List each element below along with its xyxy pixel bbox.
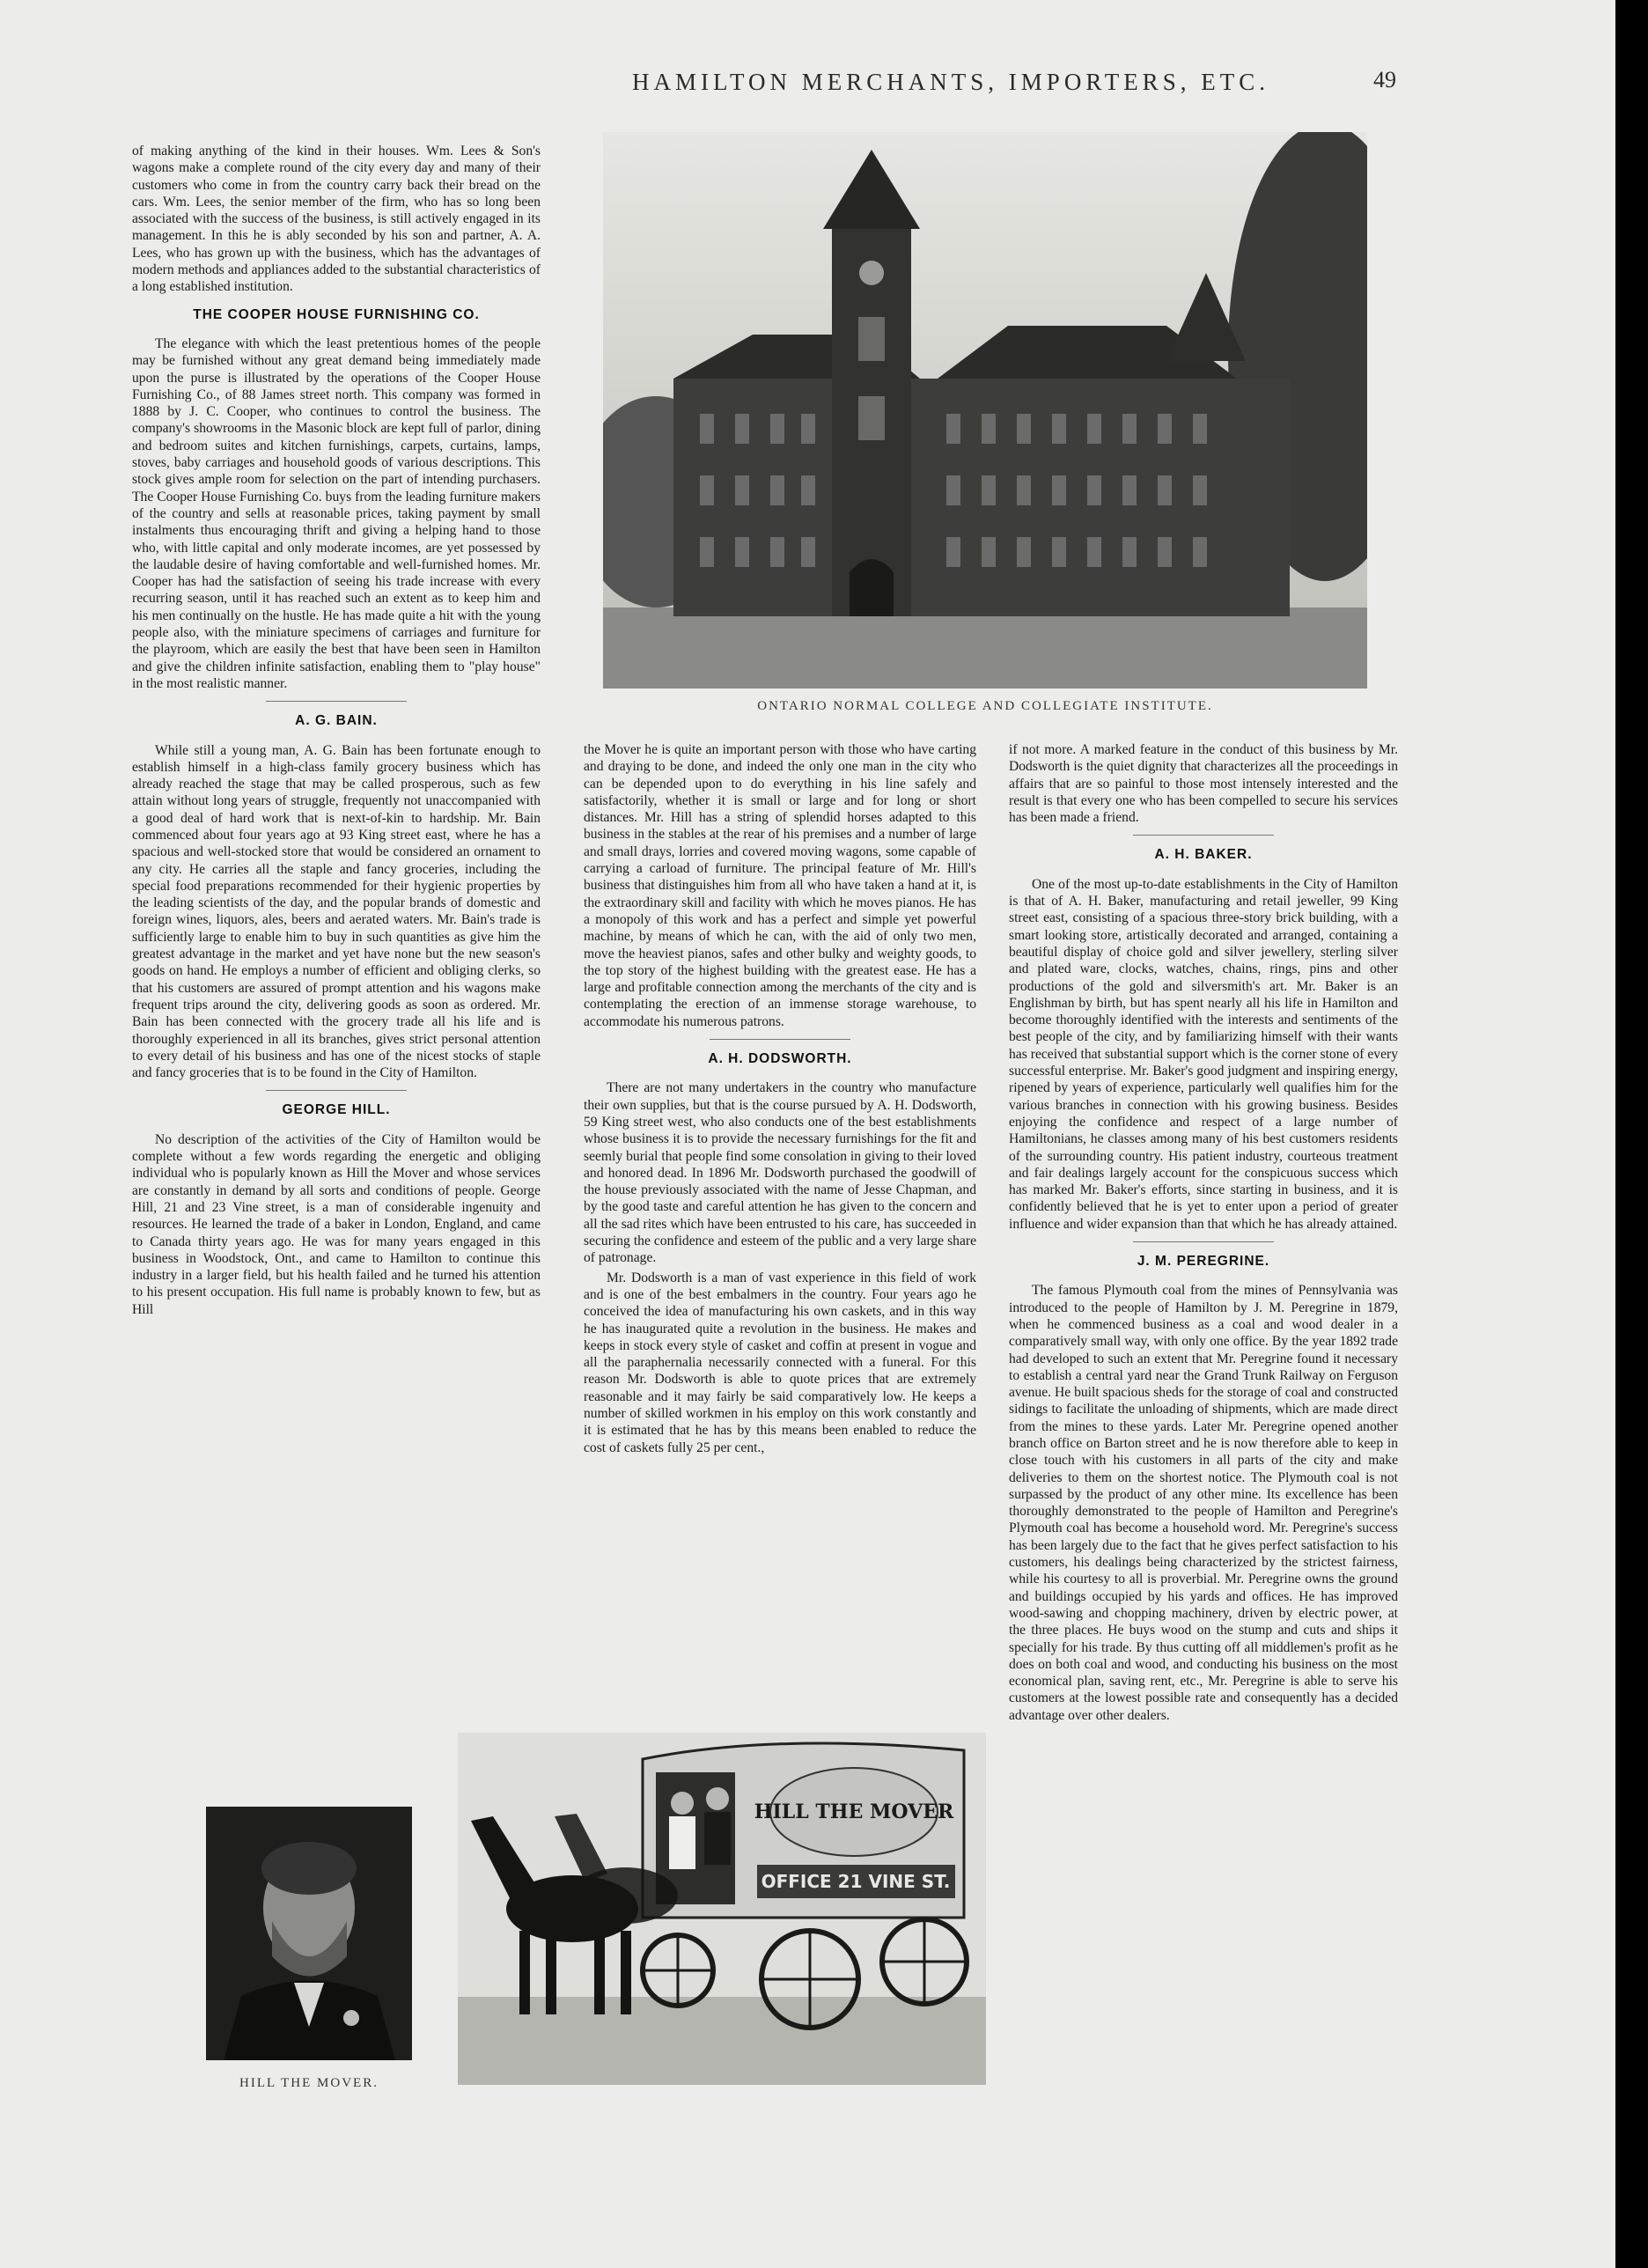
section-divider	[1133, 835, 1274, 836]
college-caption: ONTARIO NORMAL COLLEGE AND COLLEGIATE INSTITUTE.	[757, 699, 1213, 713]
baker-body: One of the most up-to-date establishments in the City of Hamilton is that of A. H. Baker, manufacturing and retail jeweller, 99 King street east, consisting of a spacious three-story brick building, with a smart looking store, artistically decorated and arranged, containing a beautiful display of choice gold and silver jewellery, sterling silver and plated ware, clocks, watches, chains, rings, pins and other productions of the gold and silversmith's art. Mr. Baker is an Englishman by birth, but has spent nearly all his life in Hamilton and become thoroughly identified with the interests and sentiments of the best people of the city, and by familiarizing himself with their wants has received that substantial support which is the corner stone of every successful enterprise. Mr. Baker's good judgment and inspiring energy, ripened by years of experience, particularly well qualifies him for the various branches in connection with his growing business. Besides enjoying the confidence and respect of a large number of Hamiltonians, he classes among many of his best customers residents of the surrounding country. His patient industry, courteous treatment and fair dealings largely account for the conspicuous success which has marked Mr. Baker's efforts, since starting in business, and it is confidently believed that he is yet to enter upon a period of greater influence and wider expansion than that which he has already attained.	[1009, 876, 1398, 1232]
cooper-body: The elegance with which the least pretentious homes of the people may be furnished without any great demand being immediately made upon the purse is illustrated by the operations of the Cooper House Furnishing Co., of 88 James street north. This company was formed in 1888 by J. C. Cooper, who continues to control the business. The company's showrooms in the Masonic block are kept full of parlor, dining and bedroom suites and kitchen furnishings, carpets, curtains, lamps, stoves, baby carriages and household goods of various descriptions. This stock gives ample room for selection on the part of intending purchasers. The Cooper House Furnishing Co. buys from the leading furniture makers of the country and sells at reasonable prices, taking payment by small instalments thus encouraging thrift and giving a helping hand to those who, with little capital and only moderate incomes, are yet possessed by the laudable desire of having comfortable and well-furnished homes. Mr. Cooper has had the satisfaction of seeing his trade increase with every recurring season, until it has reached such an extent as to keep him and his men continually on the hustle. He has made quite a hit with the young people also, with the miniature specimens of carriages and furniture for the playroom, which are easily the best that have been seen in Hamilton and give the children infinite satisfaction, enabling them to "play house" in the most realistic manner.	[132, 335, 541, 691]
page-number: 49	[1373, 67, 1396, 92]
lees-article-continuation: of making anything of the kind in their houses. Wm. Lees & Son's wagons make a complete round of the city every day and many of their customers who come in from the country carry back their bread on the cars. Wm. Lees, the senior member of the firm, who has so long been associated with the success of the business, is still actively engaged in its management. In this he is ably seconded by his son and partner, A. A. Lees, who has grown up with the business, which has the advantages of modern methods and appliances added to the substantial characteristics of a long established institution.	[132, 144, 541, 295]
portrait-illustration	[206, 1807, 412, 2060]
peregrine-body: The famous Plymouth coal from the mines of Pennsylvania was introduced to the people of Hamilton by J. M. Peregrine in 1879, when he commenced business as a coal and wood dealer in a comparatively small way, with only one office. By the year 1892 trade had developed to such an extent that Mr. Peregrine found it necessary to establish a central yard near the Grand Trunk Railway on Ferguson avenue. He built spacious sheds for the storage of coal and constructed sidings to facilitate the unloading of shipments, which are made direct from the mines to these yards. Later Mr. Peregrine opened another branch office on Barton street and he is now therefore able to keep in close touch with his customers in all parts of the city and make deliveries to them on the shortest notice. The Plymouth coal is not surpassed by the product of any other mine. Its excellence has been thoroughly demonstrated to the people of Hamilton and Peregrine's Plymouth coal has become a household word. Mr. Peregrine's success has been largely due to the fact that he gives perfect satisfaction to his customers, his dealings being characterized by the strictest fairness, while his courtesy to all is proverbial. Mr. Peregrine owns the ground and buildings occupied by his yards and offices. He has improved wood-sawing and chopping machinery, driven by electric power, at the three places. He buys wood on the stump and cuts and ships it specially for his trade. By thus cutting off all middlemen's profit as he does on both coal and wood, and conducting his business on the most economical plan, saving rent, etc., Mr. Peregrine is able to serve his customers at the lowest possible rate and consequently has a decided advantage over other dealers.	[1009, 1283, 1398, 1723]
section-divider	[1133, 1241, 1274, 1242]
dodsworth-article-continuation: if not more. A marked feature in the conduct of this business by Mr. Dodsworth is the quiet dignity that characterizes all the proceedings in affairs that are so painful to those most intensely interested and the result is that every one who has been compelled to secure his services has been made a friend.	[1009, 742, 1398, 826]
college-building-illustration	[603, 132, 1367, 688]
bain-heading: A. G. BAIN.	[295, 713, 378, 729]
wagon-sign-title: HILL THE MOVER	[754, 1800, 954, 1823]
running-header: HAMILTON MERCHANTS, IMPORTERS, ETC.	[632, 69, 1269, 95]
dodsworth-body-2: Mr. Dodsworth is a man of vast experience in this field of work and is one of the best embalmers in the country. Four years ago he conceived the idea of manufacturing his own caskets, and in this way he has inaugurated quite a revolution in the business. He makes and keeps in stock every style of casket and coffin at present in vogue and all the paraphernalia necessarily connected with a funeral. For this reason Mr. Dodsworth is able to quote prices that are extremely reasonable and it may fairly be said comparatively low. He keeps a number of skilled workmen in his employ on this work constantly and it is estimated that he has by this means been enabled to reduce the cost of caskets fully 25 per cent.,	[584, 1270, 976, 1455]
section-divider	[710, 1039, 850, 1040]
college-photo	[603, 132, 1367, 688]
column-right	[1009, 741, 1398, 2085]
wagon-sign-office: OFFICE 21 VINE ST.	[761, 1871, 951, 1892]
bain-body: While still a young man, A. G. Bain has been fortunate enough to establish himself in a high-class family grocery business which has already reached the stage that may be called prosperous, such as few attain without long years of struggle, frequently not unaccompanied with a good deal of hard work that is next-of-kin to hardship. Mr. Bain commenced about four years ago at 93 King street east, where he has a spacious and well-stocked store that would be considered an ornament to any city. He carries all the staple and fancy groceries, including the special food preparations recommended for their hygienic properties by the leading scientists of the day, and the popular brands of domestic and foreign wines, liquors, ales, beers and aerated waters. Mr. Bain's trade is sufficiently large to enable him to buy in such quantities as give him the greatest advantage in the market and yet have none but the new season's goods on hand. He employs a number of efficient and obliging clerks, so that his customers are assured of prompt attention and his wagons make frequent trips around the city, delivering goods as soon as ordered. Mr. Bain has been connected with the grocery trade all his life and is thoroughly experienced in all its branches, gives strict personal attention to every detail of his business and has one of the nicest stocks of staple and fancy groceries that is to be found in the City of Hamilton.	[132, 742, 541, 1081]
moving-wagon-illustration	[458, 1733, 986, 2085]
hill-article-continuation: the Mover he is quite an important person with those who have carting and draying to be done, and indeed the only one man in the city who can be depended upon to do everything in his line safely and satisfactorily, whether it is small or large and for long or short distances. Mr. Hill has a string of splendid horses adapted to this business in the stables at the rear of his premises and a number of large and small drays, lorries and covered moving wagons, some capable of carrying a carload of furniture. The principal feature of Mr. Hill's business that distinguishes him from all who have taken a hand at it, is the extraordinary skill and facility with which he moves pianos. He has a monopoly of this work and has a perfect and simple yet powerful machine, by means of which he can, with the aid of only two men, move the heaviest pianos, safes and other bulky and weighty goods, to the top story of the highest building with the greatest ease. He has a large and profitable connection among the merchants of the city and is contemplating the erection of an immense storage warehouse, to accommodate his numerous patrons.	[584, 742, 976, 1029]
baker-heading: A. H. BAKER.	[1154, 847, 1253, 863]
dodsworth-heading: A. H. DODSWORTH.	[708, 1051, 852, 1067]
cooper-heading: THE COOPER HOUSE FURNISHING CO.	[193, 306, 480, 322]
wagon-photo	[458, 1733, 986, 2085]
hill-heading: GEORGE HILL.	[282, 1102, 391, 1118]
hill-body: No description of the activities of the City of Hamilton would be complete without a few words regarding the energetic and obliging individual who is popularly known as Hill the Mover and whose services are constantly in demand by all sorts and conditions of people. George Hill, 21 and 23 Vine street, is a man of considerable ingenuity and resources. He learned the trade of a baker in London, England, and came to Canada thirty years ago. He was for many years engaged in this business in Woodstock, Ont., and came to Hamilton to continue this industry in a larger field, but his health failed and he turned his attention to his present occupation. His full name is probably known to few, but as Hill	[132, 1131, 541, 1317]
portrait-photo	[206, 1807, 412, 2060]
section-divider	[266, 1090, 407, 1091]
section-divider	[266, 701, 407, 702]
dodsworth-body-1: There are not many undertakers in the country who manufacture their own supplies, but that is the course pursued by A. H. Dodsworth, 59 King street west, who also conducts one of the best establishments whose business it is to provide the necessary furnishings for the fit and seemly burial that people find some consolation in giving to their loved and honored dead. In 1896 Mr. Dodsworth purchased the goodwill of the house previously associated with the name of Jesse Chapman, and by the good taste and careful attention he has given to the concern and all the sad rites which have been entrusted to his care, has succeeded in securing the confidence and esteem of the public and a very large share of patronage.	[584, 1080, 976, 1266]
column-left	[132, 143, 541, 1904]
portrait-caption: HILL THE MOVER.	[239, 2076, 379, 2090]
column-middle	[584, 741, 976, 1729]
peregrine-heading: J. M. PEREGRINE.	[1137, 1254, 1270, 1270]
